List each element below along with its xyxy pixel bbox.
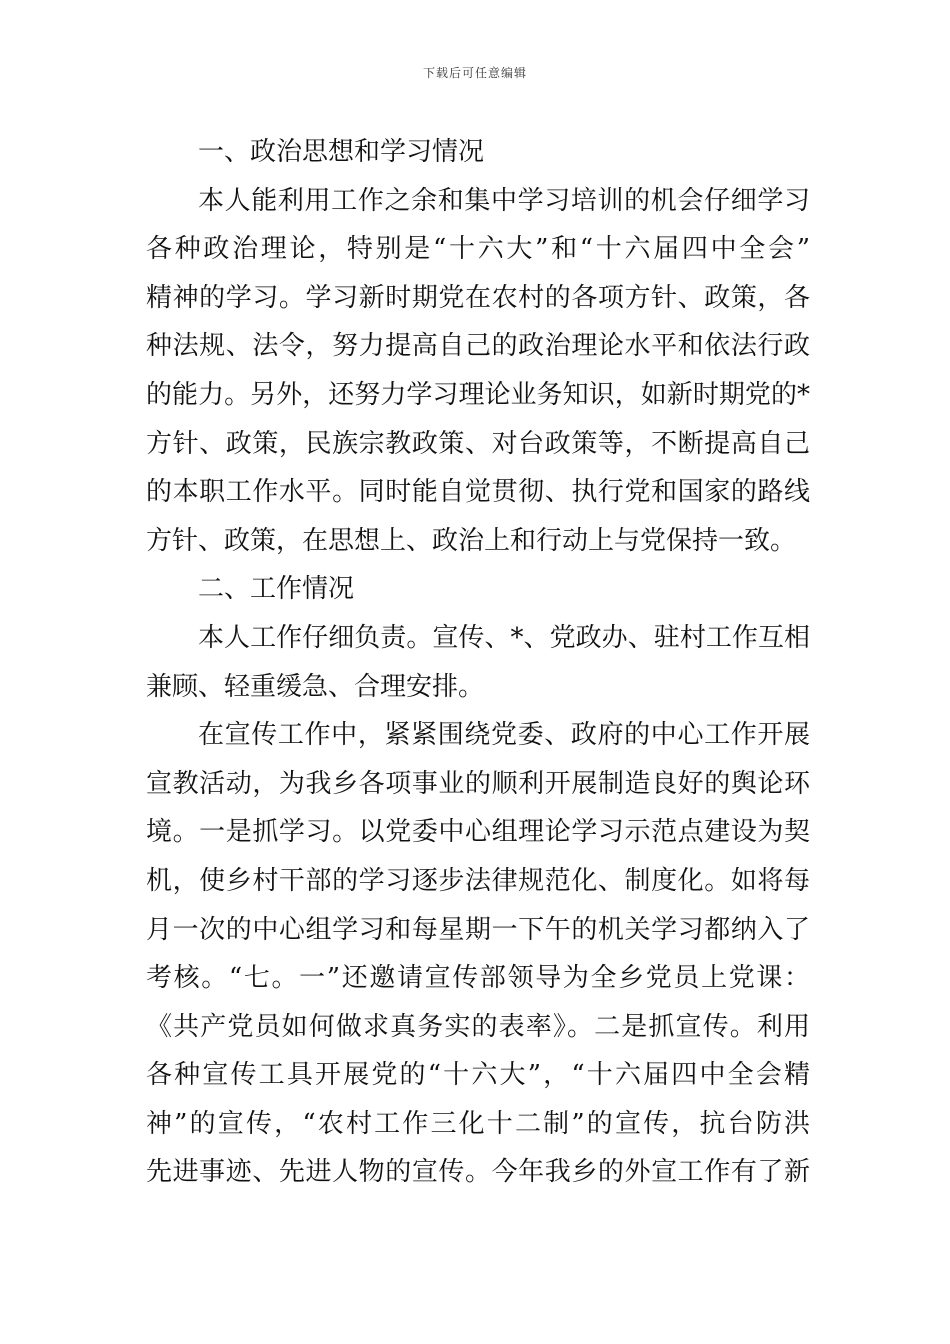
text-line: 本人能利用工作之余和集中学习培训的机会仔细学习: [198, 185, 810, 216]
text-line: 本人工作仔细负责。宣传、*、党政办、驻村工作互相: [198, 622, 810, 653]
text-line: 方针、政策，民族宗教政策、对台政策等，不断提高自己: [146, 428, 810, 459]
text-line: 境。一是抓学习。以党委中心组理论学习示范点建设为契: [146, 817, 810, 848]
text-line: 各种政治理论，特别是“十六大”和“十六届四中全会”: [146, 234, 810, 265]
text-line: 机，使乡村干部的学习逐步法律规范化、制度化。如将每: [146, 865, 810, 896]
text-line: 神”的宣传，“农村工作三化十二制”的宣传，抗台防洪: [146, 1108, 810, 1139]
text-line: 在宣传工作中，紧紧围绕党委、政府的中心工作开展: [198, 720, 810, 751]
text-line: 方针、政策，在思想上、政治上和行动上与党保持一致。: [146, 525, 797, 556]
text-line: 的本职工作水平。同时能自觉贯彻、执行党和国家的路线: [146, 477, 810, 508]
text-line: 宣教活动，为我乡各项事业的顺利开展制造良好的舆论环: [146, 768, 810, 799]
text-line: 兼顾、轻重缓急、合理安排。: [146, 671, 485, 702]
text-line: 各种宣传工具开展党的“十六大”，“十六届四中全会精: [146, 1060, 810, 1091]
text-line: 的能力。另外，还努力学习理论业务知识，如新时期党的*: [146, 379, 810, 410]
text-line: 一、政治思想和学习情况: [198, 137, 485, 167]
page-header: 下载后可任意编辑: [422, 66, 527, 80]
text-line: 先进事迹、先进人物的宣传。今年我乡的外宣工作有了新: [146, 1157, 810, 1188]
text-line: 考核。“七。一”还邀请宣传部领导为全乡党员上党课：: [146, 963, 810, 994]
text-line: 月一次的中心组学习和每星期一下午的机关学习都纳入了: [146, 914, 810, 945]
text-line: 精神的学习。学习新时期党在农村的各项方针、政策，各: [146, 282, 810, 313]
text-line: 《共产党员如何做求真务实的表率》。二是抓宣传。利用: [146, 1011, 810, 1042]
text-line: 种法规、法令，努力提高自己的政治理论水平和依法行政: [146, 331, 810, 362]
text-line: 二、工作情况: [198, 574, 355, 605]
document-body: [146, 128, 810, 1197]
